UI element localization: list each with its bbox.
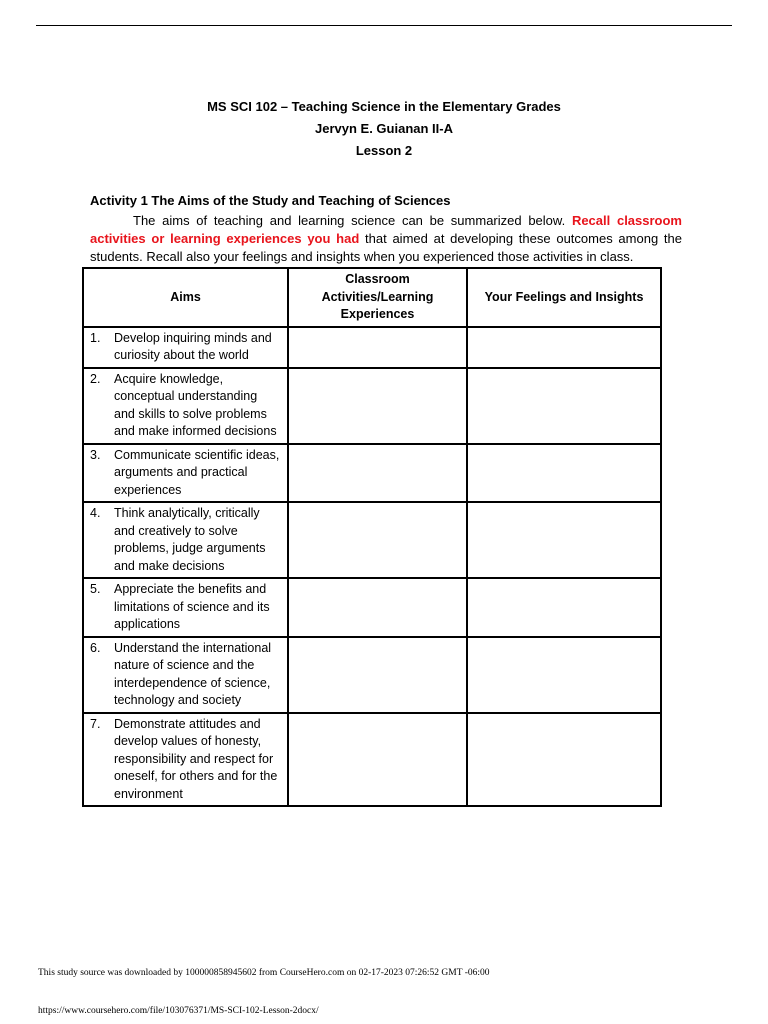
aim-cell <box>83 502 288 578</box>
feelings-cell[interactable] <box>467 327 661 368</box>
aim-cell <box>83 637 288 713</box>
aim-cell <box>83 327 288 368</box>
feelings-cell[interactable] <box>467 578 661 637</box>
aim-number: 2. <box>90 371 101 386</box>
header-activities: Classroom Activities/Learning Experiences <box>288 268 467 327</box>
header-aims: Aims <box>83 268 288 327</box>
activities-cell[interactable] <box>288 327 467 368</box>
aim-text: Demonstrate attitudes and develop values of honesty, responsibility and respect for oneself, for others and for the environment <box>114 716 278 801</box>
activities-cell[interactable] <box>288 368 467 444</box>
table-row <box>83 502 661 578</box>
table-row <box>83 637 661 713</box>
aim-cell <box>83 578 288 637</box>
feelings-cell[interactable] <box>467 502 661 578</box>
aim-text: Acquire knowledge, conceptual understanding and skills to solve problems and make informed decisions <box>114 371 277 438</box>
course-title: MS SCI 102 – Teaching Science in the Elementary Grades <box>207 99 561 114</box>
activities-cell[interactable] <box>288 713 467 807</box>
source-url[interactable]: https://www.coursehero.com/file/103076371/MS-SCI-102-Lesson-2docx/ <box>38 1006 319 1016</box>
activity-intro <box>90 212 682 266</box>
aim-cell <box>83 713 288 807</box>
activities-cell[interactable] <box>288 578 467 637</box>
activity-title: Activity 1 The Aims of the Study and Teaching of Sciences <box>90 193 451 208</box>
intro-text-2: that aimed at developing these outcomes among the students. Recall also your feelings and insights when you experienced those activities in class. <box>90 231 682 264</box>
aim-number: 5. <box>90 582 101 596</box>
aim-number: 7. <box>90 716 101 731</box>
table-row <box>83 578 661 637</box>
table-header-row <box>83 268 661 327</box>
aim-text: Think analytically, critically and creatively to solve problems, judge arguments and make decisions <box>114 506 266 573</box>
aim-number: 6. <box>90 640 101 655</box>
aim-number: 4. <box>90 506 101 520</box>
lesson-label: Lesson 2 <box>355 143 413 158</box>
activities-cell[interactable] <box>288 502 467 578</box>
feelings-cell[interactable] <box>467 444 661 503</box>
feelings-cell[interactable] <box>467 713 661 807</box>
aim-text: Appreciate the benefits and limitations of science and its applications <box>114 582 270 631</box>
intro-text-1: The aims of teaching and learning science can be summarized below. <box>133 213 566 228</box>
feelings-cell[interactable] <box>467 368 661 444</box>
aim-cell <box>83 444 288 503</box>
document-header <box>0 96 768 162</box>
aim-number: 1. <box>90 330 101 345</box>
header-feelings: Your Feelings and Insights <box>467 268 661 327</box>
aims-table <box>82 267 662 807</box>
aim-text: Develop inquiring minds and curiosity about the world <box>114 330 272 362</box>
download-notice: This study source was downloaded by 100000858945602 from CourseHero.com on 02-17-2023 07:26:52 GMT -06:00 <box>38 968 490 978</box>
table-row <box>83 713 661 807</box>
aim-cell <box>83 368 288 444</box>
table-row <box>83 444 661 503</box>
top-rule <box>36 25 732 26</box>
intro-highlight: Recall classroom activities or learning experiences you had <box>90 213 682 246</box>
aim-text: Understand the international nature of science and the interdependence of science, technology and society <box>114 640 272 707</box>
activities-cell[interactable] <box>288 637 467 713</box>
table-row <box>83 327 661 368</box>
aim-text: Communicate scientific ideas, arguments and practical experiences <box>114 447 280 497</box>
activities-cell[interactable] <box>288 444 467 503</box>
feelings-cell[interactable] <box>467 637 661 713</box>
table-row <box>83 368 661 444</box>
aim-number: 3. <box>90 447 101 462</box>
student-name: Jervyn E. Guianan II-A <box>315 121 453 136</box>
